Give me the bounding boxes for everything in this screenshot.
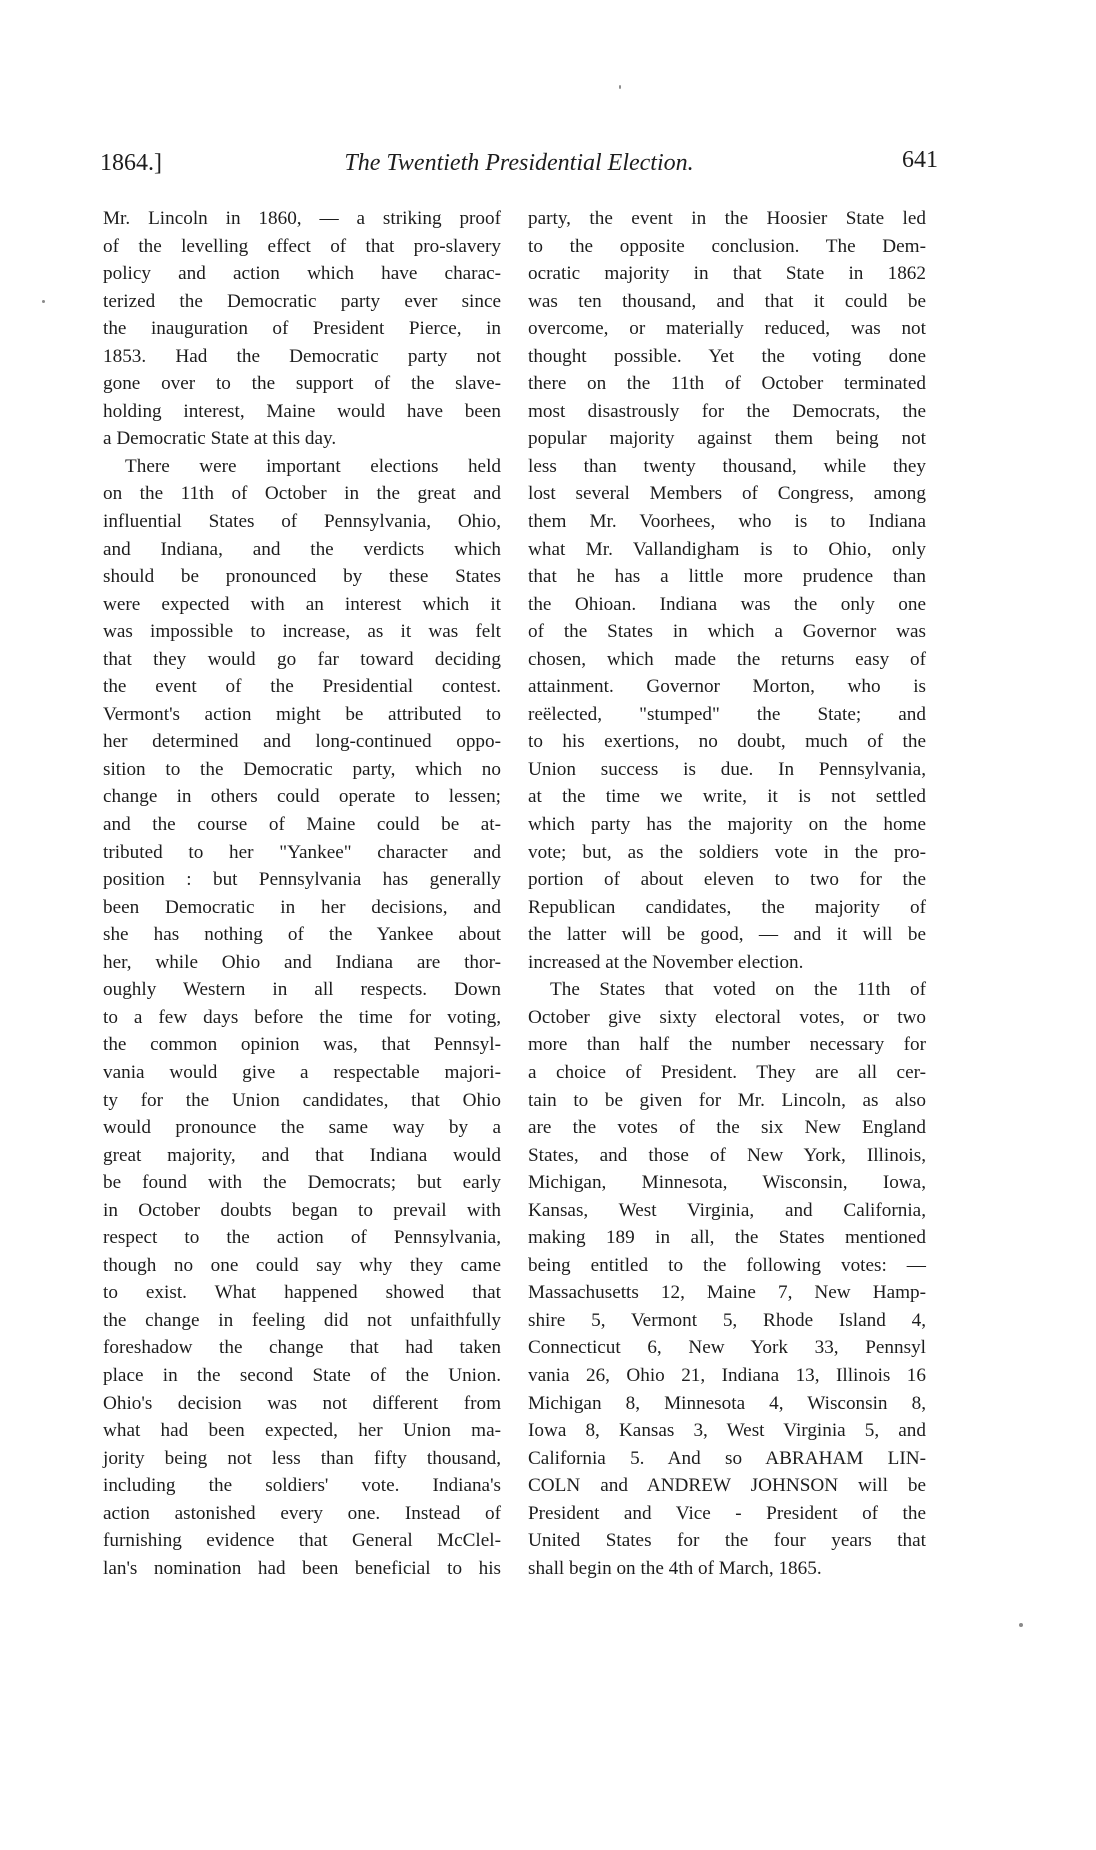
text-line: vania 26, Ohio 21, Indiana 13, Illinois 16 [528,1364,926,1386]
text-line: Republican candidates, the majority of [528,896,926,918]
page-number: 641 [902,147,938,173]
text-line: though no one could say why they came [103,1254,501,1276]
text-line: the event of the Presidential contest. [103,676,501,698]
text-line: gone over to the support of the slave- [103,373,501,395]
text-line: to his exertions, no doubt, much of the [528,731,926,753]
text-line: furnishing evidence that General McClel- [103,1530,501,1552]
text-line: Union success is due. In Pennsylvania, [528,758,926,780]
text-line: are the votes of the six New England [528,1117,926,1139]
text-line: vote; but, as the soldiers vote in the pro- [528,841,926,863]
text-line: making 189 in all, the States mentioned [528,1227,926,1249]
text-line: respect to the action of Pennsylvania, [103,1227,501,1249]
text-line: of the levelling effect of that pro-slavery [103,235,501,257]
text-line: chosen, which made the returns easy of [528,648,926,670]
text-line: that he has a little more prudence than [528,566,926,588]
text-line: that they would go far toward deciding [103,648,501,670]
text-line: terized the Democratic party ever since [103,290,501,312]
text-line: Vermont's action might be attributed to [103,703,501,725]
text-line: COLN and ANDREW JOHNSON will be [528,1475,926,1497]
text-line: 1853. Had the Democratic party not [103,345,501,367]
text-line: popular majority against them being not [528,428,926,450]
text-line: The States that voted on the 11th of [550,979,926,1001]
text-line: Connecticut 6, New York 33, Pennsyl [528,1337,926,1359]
text-line: Iowa 8, Kansas 3, West Virginia 5, and [528,1420,926,1442]
text-line: a choice of President. They are all cer- [528,1061,926,1083]
text-line: lan's nomination had been beneficial to his [103,1557,501,1579]
text-line: October give sixty electoral votes, or two [528,1006,926,1028]
text-line: ty for the Union candidates, that Ohio [103,1089,501,1111]
text-line: California 5. And so ABRAHAM LIN- [528,1447,926,1469]
text-line: lost several Members of Congress, among [528,483,926,505]
text-line: and Indiana, and the verdicts which [103,538,501,560]
text-line: should be pronounced by these States [103,566,501,588]
text-line: Mr. Lincoln in 1860, — a striking proof [103,208,501,229]
text-line: influential States of Pennsylvania, Ohio, [103,511,501,533]
text-line: tain to be given for Mr. Lincoln, as also [528,1089,926,1111]
text-line: to the opposite conclusion. The Dem- [528,235,926,257]
text-line: vania would give a respectable majori- [103,1061,501,1083]
text-line: party, the event in the Hoosier State led [528,208,926,229]
text-line: what had been expected, her Union ma- [103,1420,501,1442]
text-line: great majority, and that Indiana would [103,1144,501,1166]
text-line: shire 5, Vermont 5, Rhode Island 4, [528,1309,926,1331]
text-line: United States for the four years that [528,1530,926,1552]
header-title: The Twentieth Presidential Election. [344,150,694,176]
text-line: portion of about eleven to two for the [528,869,926,891]
text-line: shall begin on the 4th of March, 1865. [528,1557,822,1579]
text-line: of the States in which a Governor was [528,621,926,643]
text-line: oughly Western in all respects. Down [103,979,501,1001]
text-line: change in others could operate to lessen; [103,786,501,808]
left-column [103,205,501,1582]
text-line: was ten thousand, and that it could be [528,290,926,312]
text-line: less than twenty thousand, while they [528,455,926,477]
text-line: most disastrously for the Democrats, the [528,400,926,422]
text-line: and the course of Maine could be at- [103,814,501,836]
text-line: ocratic majority in that State in 1862 [528,263,926,285]
right-column [528,205,926,1582]
running-header [100,147,938,190]
text-line: Massachusetts 12, Maine 7, New Hamp- [528,1282,926,1304]
text-line: there on the 11th of October terminated [528,373,926,395]
text-line: the latter will be good, — and it will be [528,924,926,946]
text-line: jority being not less than fifty thousand, [103,1447,501,1469]
text-line: more than half the number necessary for [528,1034,926,1056]
text-line: There were important elections held [125,455,501,477]
text-line: tributed to her "Yankee" character and [103,841,501,863]
text-line: thought possible. Yet the voting done [528,345,926,367]
text-line: place in the second State of the Union. [103,1364,501,1386]
text-line: Kansas, West Virginia, and California, [528,1199,926,1221]
text-line: her determined and long-continued oppo- [103,731,501,753]
text-line: attainment. Governor Morton, who is [528,676,926,698]
text-line: which party has the majority on the home [528,814,926,836]
text-line: policy and action which have charac- [103,263,501,285]
text-line: a Democratic State at this day. [103,428,337,450]
text-line: overcome, or materially reduced, was not [528,318,926,340]
text-line: Ohio's decision was not different from [103,1392,501,1414]
text-line: action astonished every one. Instead of [103,1502,501,1524]
text-line: including the soldiers' vote. Indiana's [103,1475,501,1497]
header-year: 1864.] [100,150,162,176]
text-line: her, while Ohio and Indiana are thor- [103,951,501,973]
text-line: sition to the Democratic party, which no [103,758,501,780]
paper-speck [1019,1623,1023,1627]
text-line: President and Vice - President of the [528,1502,926,1524]
text-line: the change in feeling did not unfaithfully [103,1309,501,1331]
text-line: States, and those of New York, Illinois, [528,1144,926,1166]
text-line: she has nothing of the Yankee about [103,924,501,946]
text-line: position : but Pennsylvania has generally [103,869,501,891]
text-line: increased at the November election. [528,951,804,973]
text-line: the common opinion was, that Pennsyl- [103,1034,501,1056]
text-line: would pronounce the same way by a [103,1117,501,1139]
text-line: on the 11th of October in the great and [103,483,501,505]
text-line: Michigan, Minnesota, Wisconsin, Iowa, [528,1172,926,1194]
text-line: at the time we write, it is not settled [528,786,926,808]
text-line: being entitled to the following votes: — [528,1254,926,1276]
text-line: them Mr. Voorhees, who is to Indiana [528,511,926,533]
text-line: been Democratic in her decisions, and [103,896,501,918]
text-line: was impossible to increase, as it was felt [103,621,501,643]
text-line: Michigan 8, Minnesota 4, Wisconsin 8, [528,1392,926,1414]
text-line: what Mr. Vallandigham is to Ohio, only [528,538,926,560]
text-line: were expected with an interest which it [103,593,501,615]
text-line: to a few days before the time for voting, [103,1006,501,1028]
paper-speck [42,300,45,303]
text-line: to exist. What happened showed that [103,1282,501,1304]
text-line: foreshadow the change that had taken [103,1337,501,1359]
text-line: the inauguration of President Pierce, in [103,318,501,340]
text-line: in October doubts began to prevail with [103,1199,501,1221]
text-line: holding interest, Maine would have been [103,400,501,422]
text-line: be found with the Democrats; but early [103,1172,501,1194]
paper-speck [619,85,621,89]
text-line: reëlected, "stumped" the State; and [528,703,926,725]
text-line: the Ohioan. Indiana was the only one [528,593,926,615]
